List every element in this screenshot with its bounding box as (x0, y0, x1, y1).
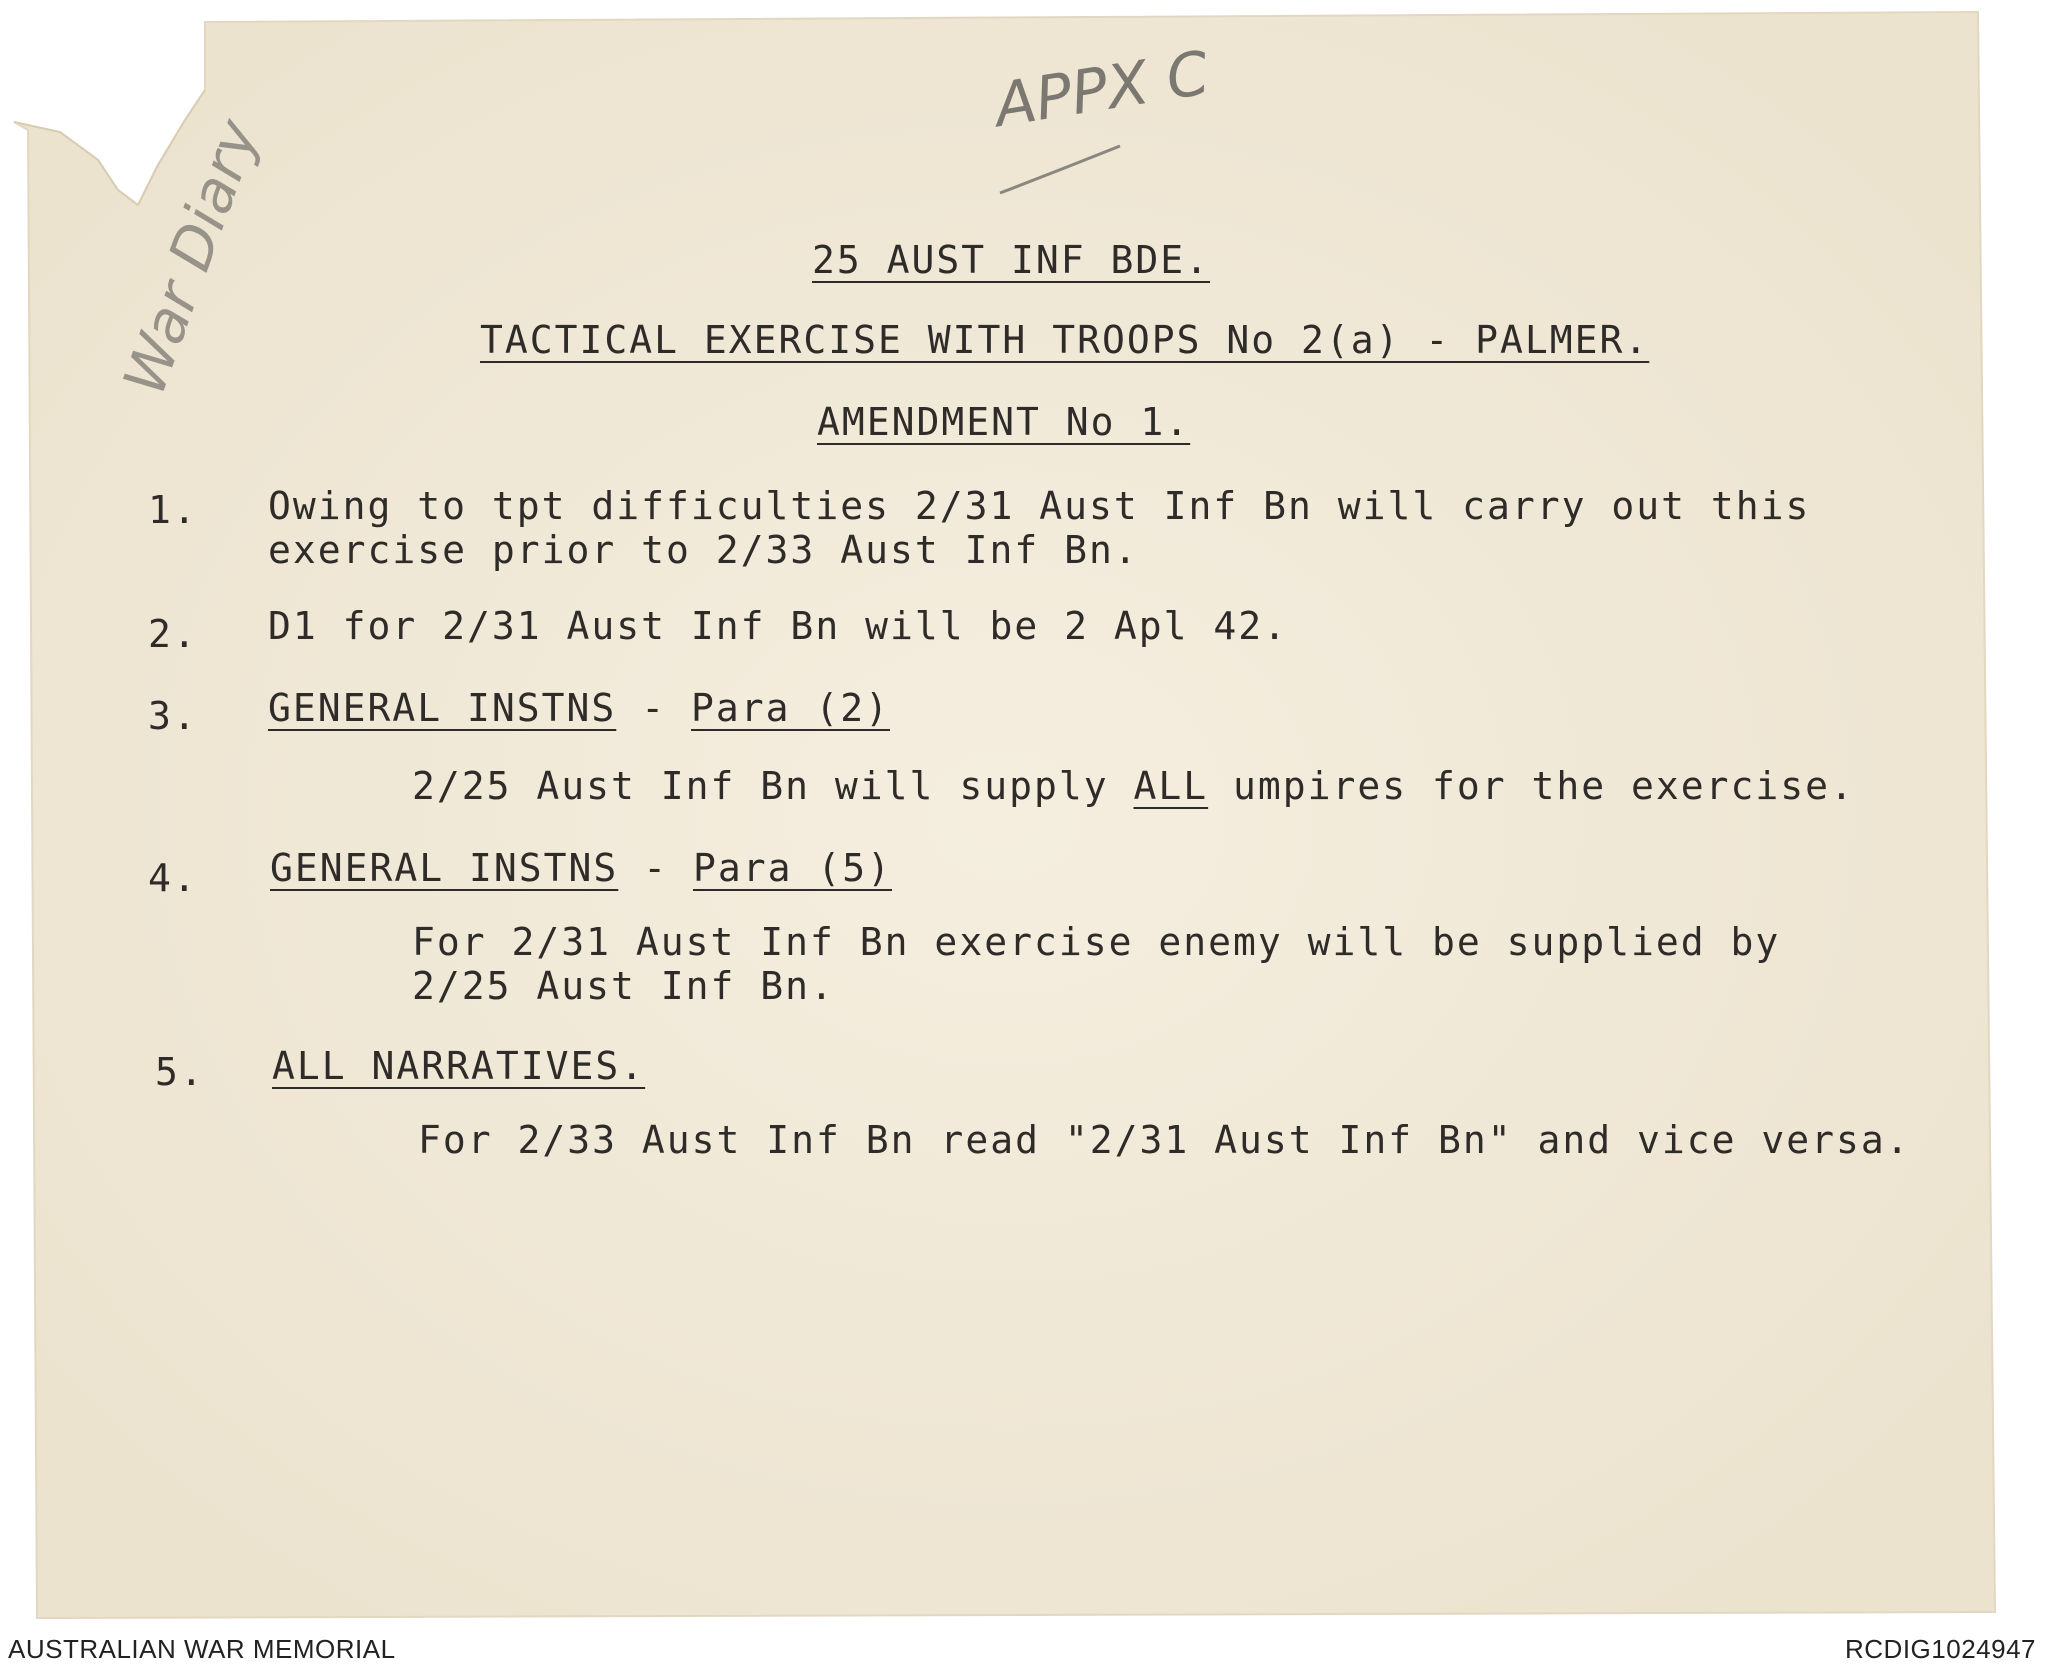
heading-part: Para (2) (690, 686, 890, 730)
footer-source: AUSTRALIAN WAR MEMORIAL (8, 1634, 396, 1664)
item-line: D1 for 2/31 Aust Inf Bn will be 2 Apl 42. (268, 604, 1288, 648)
item-line: For 2/31 Aust Inf Bn exercise enemy will be supplied by (412, 920, 1781, 964)
heading-part: GENERAL INSTNS (268, 686, 617, 730)
item-line: 2/25 Aust Inf Bn. (412, 964, 835, 1008)
unit-heading: 25 AUST INF BDE. (812, 238, 1211, 282)
item-line (412, 764, 1855, 808)
heading-separator: - (643, 846, 669, 890)
emphasis: ALL (1133, 764, 1209, 808)
heading-part: GENERAL INSTNS (270, 846, 619, 890)
footer-id: RCDIG1024947 (1845, 1634, 2036, 1664)
item-number: 2. (148, 612, 198, 656)
item-heading: ALL NARRATIVES. (272, 1044, 646, 1088)
heading-part: Para (5) (692, 846, 892, 890)
item-heading (268, 686, 890, 730)
item-number: 3. (148, 694, 198, 738)
appendix-mark: APPX C (990, 38, 1214, 142)
item-number: 1. (148, 488, 198, 532)
item-heading (270, 846, 892, 890)
document-title: TACTICAL EXERCISE WITH TROOPS No 2(a) - PALMER. (480, 318, 1650, 362)
amendment-heading: AMENDMENT No 1. (817, 400, 1191, 444)
item-line: For 2/33 Aust Inf Bn read "2/31 Aust Inf Bn" and vice versa. (418, 1118, 1911, 1162)
item-number: 4. (148, 856, 198, 900)
heading-separator: - (641, 686, 667, 730)
item-line: exercise prior to 2/33 Aust Inf Bn. (268, 528, 1139, 572)
item-number: 5. (155, 1050, 205, 1094)
line-part: 2/25 Aust Inf Bn will supply (412, 764, 1134, 808)
line-part: umpires for the exercise. (1208, 764, 1855, 808)
margin-note: War Diary (110, 110, 272, 404)
item-line: Owing to tpt difficulties 2/31 Aust Inf Bn will carry out this (268, 484, 1811, 528)
